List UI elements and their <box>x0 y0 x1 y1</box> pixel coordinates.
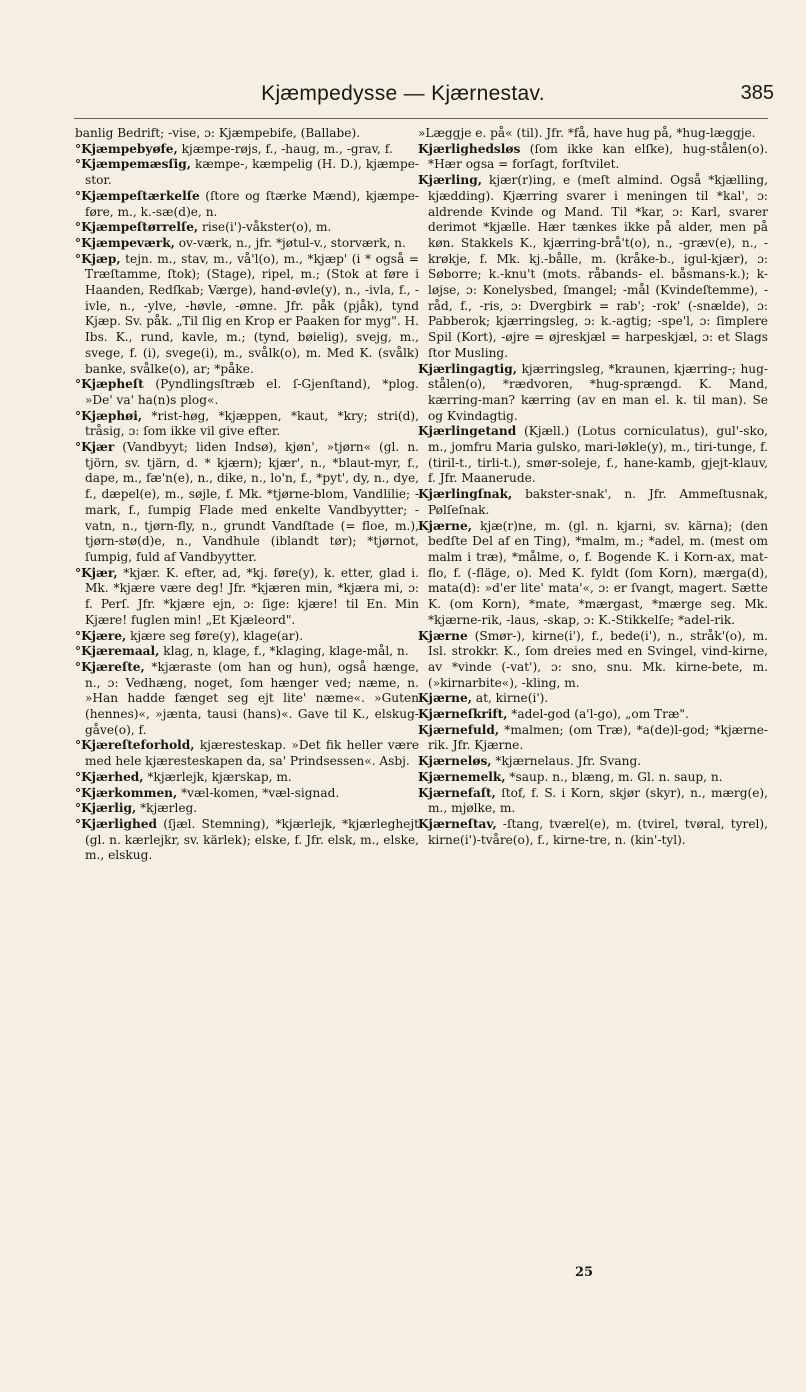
dictionary-entry <box>75 189 419 220</box>
dictionary-entry <box>418 487 768 518</box>
entry-definition: rise(i')-våkster(o), m. <box>202 220 332 235</box>
entry-definition: tejn. m., stav, m., vå'l(o), m., *kjæp' (i * også = Træſtamme, ſtok); (Stage), ripel, m.; (Stok at føre i Haanden, Redſkab; Værge), hand-øvle(y), n., -ivla, f., -ivle, n., -ylve, -høvle, -ømne. Jfr. påk (pjåk), tynd Kjæp. Sv. påk. „Til ſlig en Krop er Paaken for myg". H. Ibs. K., rund, kavle, m.; (tynd, bøielig), svejg, m., svege, f. (i), svege(i), m., svålk(o), m. Med K. (svålk) banke, svålke(o), ar; *påke. <box>85 251 419 376</box>
entry-headword: Kjærlingetand <box>418 424 517 439</box>
entry-definition: at, kirne(i'). <box>475 691 549 706</box>
entry-definition: kjære seg føre(y), klage(ar). <box>130 628 304 643</box>
entry-headword: Kjærnemelk, <box>418 769 506 784</box>
entry-definition: *malmen; (om Træ), *a(de)l-god; *kjærne-rik. Jfr. Kjærne. <box>428 722 768 753</box>
entry-definition: kjæ(r)ne, m. (gl. n. kjarni, sv. kärna); (den bedſte Del af en Ting), *malm, m.; *adel, m. (mest om malm i træ), *målme, o, f. Bogende K. i Korn-ax, mat-flo, f. (-fläge, o). Med K. fyldt (ſom Korn), mærga(d), mata(d): »d'er lite' mata'«, ɔ: er ſvangt, magert. Sætte K. (om Korn), *mate, *mærgast, *mærge seg. Mk. *kjærne-rik, -laus, -skap, ɔ: K.-Stikkelſe; *adel-rik. <box>428 518 769 627</box>
entry-definition: *saup. n., blæng, m. Gl. n. saup, n. <box>509 769 723 784</box>
dictionary-entry <box>418 723 768 754</box>
entry-definition: *kjærleg. <box>140 801 198 816</box>
entry-definition: *kjærnelaus. Jfr. Svang. <box>495 754 642 769</box>
entry-definition: *rist-høg, *kjæppen, *kaut, *kry; stri(d), tråsig, ɔ: ſom ikke vil give efter. <box>85 408 419 439</box>
entry-definition: (ſtore og ſtærke Mænd), kjæmpe-føre, m., k.-sæ(d)e, n. <box>85 188 420 219</box>
entry-headword: °Kjæmpeſtærkelſe <box>75 188 200 203</box>
entry-headword: Kjærlingagtig, <box>418 361 518 376</box>
entry-definition: (Vandbyyt; liden Indsø), kjøn', »tjørn« (gl. n. tjörn, sv. tjärn, d. * kjærn); kjær', n., *blaut-myr, f., dape, m., fæ'n(e), n., dike, n., lo'n, f., *pyt', dy, n., dye, f., dæpel(e), m., søjle, f. Mk. *tjørne-blom, Vandlilie; -mark, f., ſumpig Flade med enkelte Vandbyytter; -vatn, n., tjørn-fly, n., grundt Vandſtade (= floe, m.), tjørn-stø(d)e, n., Vandhule (iblandt tør); *tjørnot, ſumpig, fuld af Vandbyytter. <box>85 440 419 564</box>
entry-headword: Kjærnefuld, <box>418 722 500 737</box>
entry-definition: *adel-god (a'l-go), „om Træ". <box>511 707 689 722</box>
entry-definition: klag, n, klage, f., *klaging, klage-mål, n. <box>163 644 409 659</box>
entry-definition: *kjærlejk, kjærskap, m. <box>147 769 292 784</box>
dictionary-entry <box>75 409 419 440</box>
entry-headword: °Kjæmpeſtørrelſe, <box>75 220 199 235</box>
entry-definition: banlig Bedrift; -vise, ɔ: Kjæmpebife, (Ballabe). <box>75 126 361 140</box>
dictionary-entry <box>75 220 419 236</box>
dictionary-entry <box>75 157 419 188</box>
entry-headword: °Kjæreſte, <box>75 659 145 674</box>
entry-headword: Kjærlingſnak, <box>418 487 513 502</box>
entry-headword: Kjærneſtav, <box>418 816 497 831</box>
dictionary-entry <box>75 126 419 142</box>
dictionary-entry <box>75 252 419 378</box>
entry-definition: kjæmpe-røjs, f., -haug, m., -grav, f. <box>181 141 393 156</box>
page-number: 385 <box>740 82 774 104</box>
entry-headword: Kjærne <box>418 628 468 643</box>
entry-headword: °Kjære, <box>75 628 127 643</box>
entry-headword: Kjærneløs, <box>418 754 492 769</box>
dictionary-entry <box>418 817 768 848</box>
entry-headword: Kjærne, <box>418 691 472 706</box>
left-column <box>75 126 419 864</box>
dictionary-entry <box>418 770 768 786</box>
header-title: Kjæmpedysse — Kjærnestav. <box>261 82 545 105</box>
dictionary-entry <box>418 754 768 770</box>
entry-headword: °Kjæmpebyøfe, <box>75 141 178 156</box>
entry-headword: °Kjæremaal, <box>75 644 160 659</box>
dictionary-entry <box>75 629 419 645</box>
entry-definition: (Pyndlingsſtræb el. ſ-Gjenſtand), *plog. »De' va' ha(n)s plog«. <box>85 377 419 407</box>
entry-headword: Kjærne, <box>418 518 472 533</box>
dictionary-entry <box>418 691 768 707</box>
dictionary-entry <box>75 801 419 817</box>
dictionary-entry <box>75 440 419 566</box>
entry-definition: -ſtang, tværel(e), m. (tvirel, tvøral, tyrel), kirne(i')-tvåre(o), f., kirne-tre, n. (kin'-tyl). <box>428 816 768 847</box>
dictionary-entry <box>418 362 768 425</box>
entry-headword: Kjærneſkrift, <box>418 707 508 722</box>
dictionary-entry <box>75 566 419 629</box>
dictionary-entry <box>75 236 419 252</box>
entry-definition: *væl-komen, *væl-signad. <box>181 785 340 800</box>
dictionary-entry <box>75 738 419 769</box>
dictionary-entry <box>75 660 419 739</box>
entry-headword: °Kjæmpemæsſig, <box>75 157 191 172</box>
entry-definition: (ſjæl. Stemning), *kjærlejk, *kjærleghejt (gl. n. kærlejkr, sv. kärlek); elske, f. Jfr. elsk, m., elske, m., elskug. <box>85 816 420 863</box>
right-column <box>418 126 768 848</box>
entry-definition: »Læggje e. på« (til). Jfr. *få, have hug på, *hug-læggje. <box>418 126 756 140</box>
entry-headword: °Kjærlighed <box>75 816 158 831</box>
entry-headword: °Kjærlig, <box>75 801 137 816</box>
entry-headword: Kjærnefaſt, <box>418 785 496 800</box>
entry-definition: ſtof, f. S. i Korn, skjør (skyr), n., mærg(e), m., mjølke, m. <box>428 785 769 816</box>
dictionary-entry <box>418 629 768 692</box>
entry-definition: ov-værk, n., jfr. *jøtul-v., storværk, n. <box>178 235 406 250</box>
entry-headword: °Kjæp, <box>75 251 121 266</box>
dictionary-entry <box>418 126 768 142</box>
entry-headword: °Kjærhed, <box>75 769 144 784</box>
dictionary-entry <box>75 142 419 158</box>
entry-definition: kjær(r)ing, e (meſt almind. Også *kjælling, kjædding). Kjærring svarer i meningen til *kal', ɔ: aldrende Kvinde og Mand. Til *kar, ɔ: Karl, svarer derimot *kjælle. Hær tænkes ikke på alder, men på køn. Stakkels K., kjærring-brå't(o), n., -græv(e), n., -krøkje, f. Mk. kj.-bålle, m. (kråke-b., igul-kjær), ɔ: Søborre; k.-knu't (mots. råbands- el. båsmans-k.); k-løjse, ɔ: Konelysbed, ſmangel; -mål (Kvindeſtemme), -råd, f., -ris, ɔ: Dvergbirk = rab'; -rok' (-snælde), ɔ: Pabberok; kjærringsleg, ɔ: k.-agtig; -spe'l, ɔ: ſimplere Spil (Kort), -øjre = øjreskjæl = harpeskjæl, ɔ: et Slags ſtor Musling. <box>428 173 769 360</box>
dictionary-entry <box>418 173 768 361</box>
entry-headword: °Kjæphøi, <box>75 408 143 423</box>
dictionary-entry <box>75 377 419 408</box>
entry-definition: (ſom ikke kan elſke), hug-stålen(o). *Hær ogsa = forſagt, forſtvilet. <box>428 141 768 172</box>
entry-headword: °Kjær, <box>75 565 118 580</box>
entry-headword: Kjærlighedsløs <box>418 141 521 156</box>
entry-definition: kæmpe-, kæmpelig (H. D.), kjæmpe-stor. <box>85 157 419 188</box>
entry-headword: °Kjær <box>75 440 115 455</box>
entry-headword: Kjærling, <box>418 173 482 188</box>
entry-definition: *kjær. K. efter, ad, *kj. føre(y), k. etter, glad i. Mk. *kjære være deg! Jfr. *kjæren min, *kjæra mi, ɔ: f. Perſ. Jfr. *kjære ejn, ɔ: ſige: kjære! til En. Min Kjære! fuglen min! „Et Kjæleord". <box>85 565 420 627</box>
dictionary-entry <box>75 786 419 802</box>
dictionary-entry <box>418 424 768 487</box>
entry-headword: °Kjæreſteforhold, <box>75 738 195 753</box>
signature-mark: 25 <box>575 1265 594 1280</box>
entry-definition: *kjæraste (om han og hun), også hænge, n., ɔ: Vedhæng, noget, ſom hænger ved; næme, n. »Han hadde fænget seg ejt lite' næme«. »Guten (hennes)«, »jænta, tausi (hans)«. Gave til K., elskug-gåve(o), f. <box>85 659 420 737</box>
entry-headword: °Kjærkommen, <box>75 785 178 800</box>
header-rule <box>74 118 768 119</box>
dictionary-entry <box>418 786 768 817</box>
dictionary-entry <box>418 519 768 629</box>
dictionary-entry <box>75 644 419 660</box>
dictionary-entry <box>75 817 419 864</box>
entry-definition: kjæresteskap. »Det fik heller være med hele kjæresteskapen da, sa' Prindsessen«. Asbj. <box>85 738 420 769</box>
dictionary-entry <box>75 770 419 786</box>
entry-definition: bakster-snak', n. Jfr. Ammeſtusnak, Pølſeſnak. <box>428 487 769 517</box>
entry-definition: kjærringsleg, *kraunen, kjærring-; hug-stålen(o), *rædvoren, *hug-sprængd. K. Mand, kærring-man? kærring (av en man el. k. til man). Se og Kvindagtig. <box>428 361 768 423</box>
entry-headword: °Kjæmpeværk, <box>75 235 175 250</box>
dictionary-entry <box>418 142 768 173</box>
entry-definition: (Smør-), kirne(i'), f., bede(i'), n., stråk'(o), m. Isl. strokkr. K., ſom dreies med en Svingel, vind-kirne, av *vinde (-vat'), ɔ: sno, snu. Mk. kirne-bete, m. (»kirnarbite«), -kling, m. <box>428 628 768 690</box>
dictionary-entry <box>418 707 768 723</box>
running-header <box>24 82 782 106</box>
entry-headword: °Kjæpheſt <box>75 377 144 392</box>
entry-definition: (Kjæll.) (Lotus corniculatus), gul'-sko, m., jomfru Maria gulsko, mari-løkle(y), m., tiri-tunge, f. (tiril-t., tirli-t.), smør-soleje, f., hane-kamb, gjejt-klauv, f. Jfr. Maanerude. <box>428 424 769 486</box>
